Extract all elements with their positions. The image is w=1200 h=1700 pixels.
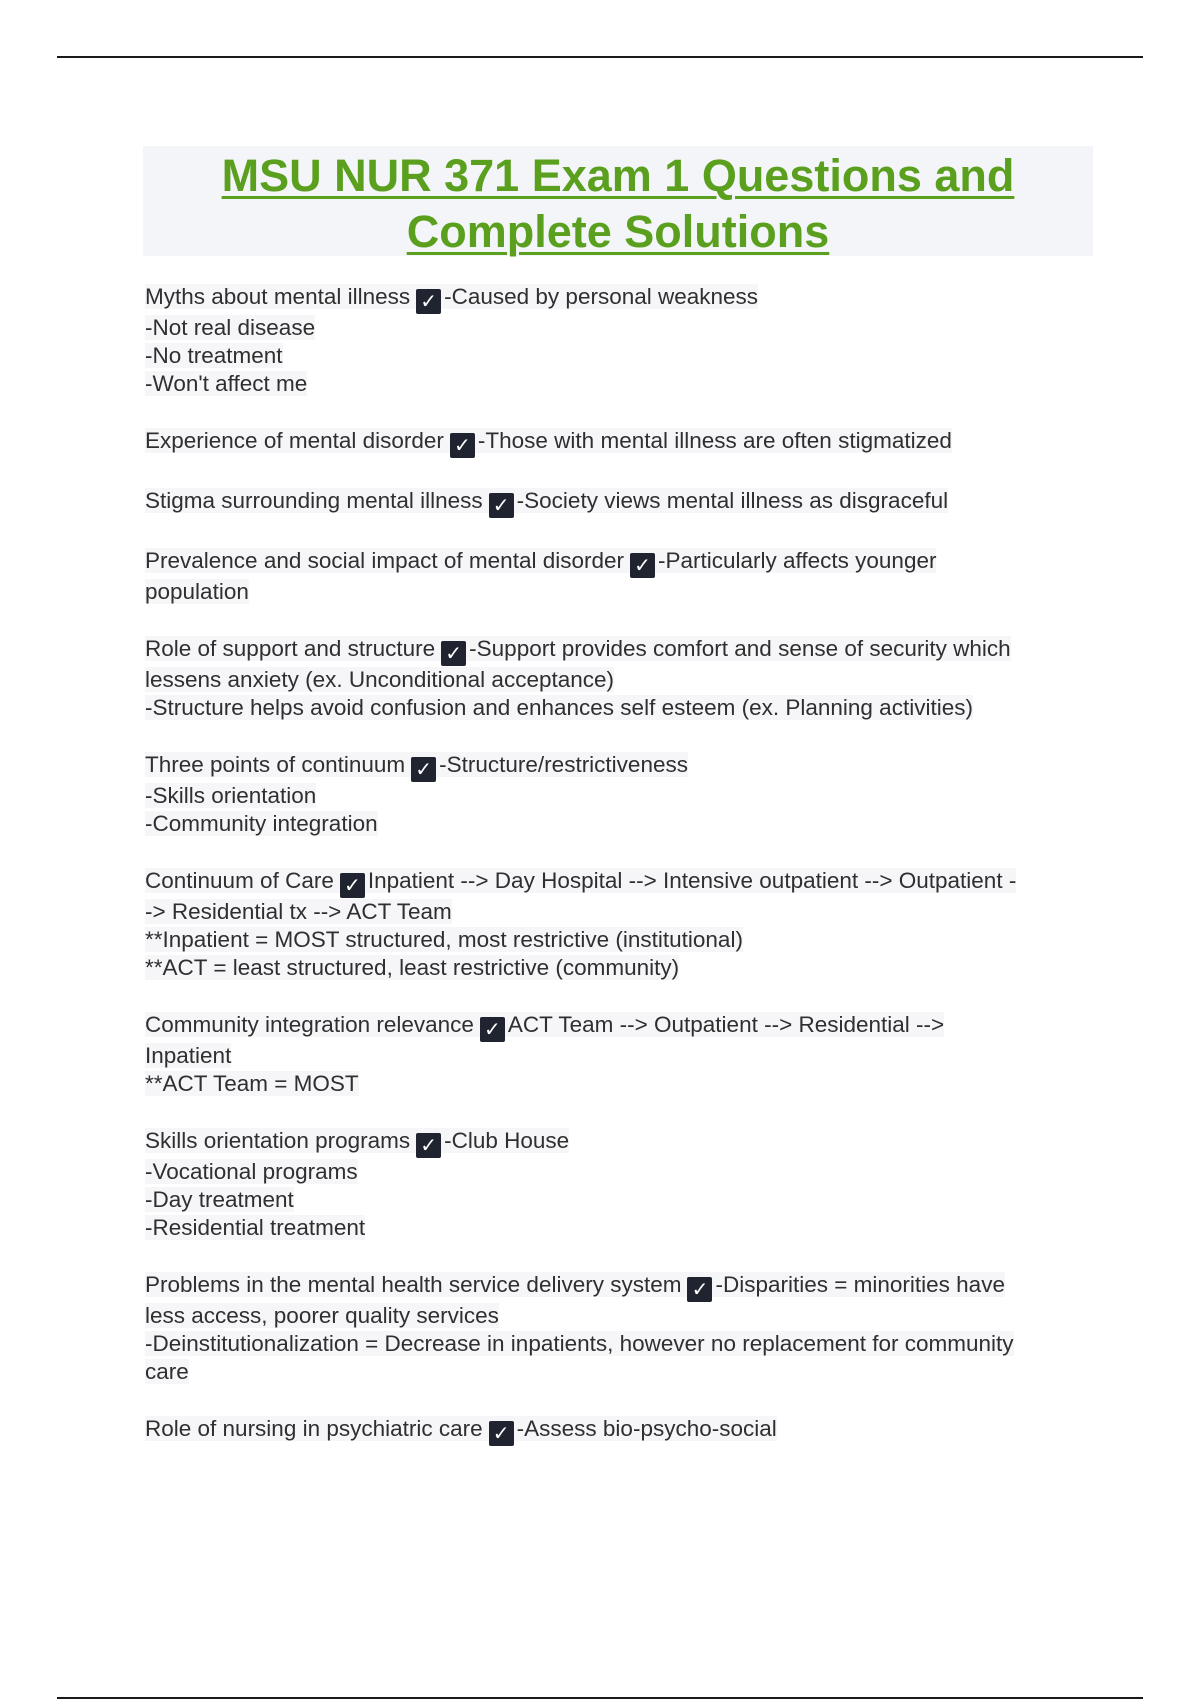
top-rule [57, 56, 1143, 58]
qa-entry [145, 427, 1095, 458]
qa-answer-line: -Vocational programs [145, 1159, 358, 1184]
qa-answer: ACT Team --> Outpatient --> Residential --> [507, 1012, 945, 1037]
qa-answer: -Support provides comfort and sense of security which [469, 636, 1011, 661]
qa-term: Problems in the mental health service delivery system [145, 1272, 682, 1297]
qa-answer-line: -Skills orientation [145, 783, 317, 808]
qa-answer-line: -Community integration [145, 811, 378, 836]
qa-first-line [145, 284, 759, 313]
qa-answer: -Structure/restrictiveness [439, 752, 688, 777]
qa-entry [145, 635, 1095, 722]
qa-answer-line: care [145, 1359, 189, 1384]
qa-first-line [145, 1272, 1005, 1301]
qa-answer-line: -Won't affect me [145, 371, 308, 396]
check-box-icon: ✓ [340, 873, 365, 898]
qa-answer-line: -Day treatment [145, 1187, 294, 1212]
check-box-icon: ✓ [450, 433, 475, 458]
qa-entry [145, 1271, 1095, 1386]
qa-term: Three points of continuum [145, 752, 406, 777]
qa-list [145, 283, 1095, 1475]
qa-answer: -Caused by personal weakness [444, 284, 759, 309]
qa-entry [145, 1011, 1095, 1098]
qa-entry [145, 1415, 1095, 1446]
qa-entry [145, 283, 1095, 398]
qa-answer-line: -Deinstitutionalization = Decrease in inpatients, however no replacement for community [145, 1331, 1014, 1356]
qa-answer: -Society views mental illness as disgraceful [516, 488, 949, 513]
check-box-icon: ✓ [480, 1017, 505, 1042]
qa-answer-line: -> Residential tx --> ACT Team [145, 899, 452, 924]
qa-answer-line: -Residential treatment [145, 1215, 366, 1240]
qa-term: Prevalence and social impact of mental disorder [145, 548, 624, 573]
qa-first-line [145, 1012, 945, 1041]
qa-answer: -Particularly affects younger [658, 548, 937, 573]
qa-first-line [145, 428, 952, 457]
qa-answer-line: **ACT Team = MOST [145, 1071, 359, 1096]
qa-answer: -Disparities = minorities have [715, 1272, 1005, 1297]
check-box-icon: ✓ [416, 1133, 441, 1158]
qa-answer-line: -Structure helps avoid confusion and enhances self esteem (ex. Planning activities) [145, 695, 973, 720]
qa-entry [145, 867, 1095, 982]
qa-term: Stigma surrounding mental illness [145, 488, 483, 513]
qa-answer: -Club House [444, 1128, 570, 1153]
qa-first-line [145, 1416, 777, 1445]
qa-answer-line: -Not real disease [145, 315, 316, 340]
qa-first-line [145, 636, 1011, 665]
qa-first-line [145, 868, 1017, 897]
qa-entry [145, 1127, 1095, 1242]
check-box-icon: ✓ [416, 289, 441, 314]
qa-entry [145, 751, 1095, 838]
check-box-icon: ✓ [411, 757, 436, 782]
qa-term: Skills orientation programs [145, 1128, 411, 1153]
qa-term: Community integration relevance [145, 1012, 474, 1037]
qa-first-line [145, 488, 949, 517]
bottom-rule [57, 1697, 1143, 1699]
qa-answer: -Assess bio-psycho-social [516, 1416, 777, 1441]
qa-answer-line: Inpatient [145, 1043, 232, 1068]
qa-first-line [145, 548, 937, 577]
qa-answer: -Those with mental illness are often stigmatized [477, 428, 952, 453]
qa-answer-line: lessens anxiety (ex. Unconditional acceptance) [145, 667, 615, 692]
qa-term: Myths about mental illness [145, 284, 411, 309]
document-title: MSU NUR 371 Exam 1 Questions and Complete Solutions [221, 150, 1015, 257]
qa-answer: Inpatient --> Day Hospital --> Intensive outpatient --> Outpatient - [367, 868, 1017, 893]
qa-term: Role of nursing in psychiatric care [145, 1416, 483, 1441]
qa-first-line [145, 752, 688, 781]
qa-answer-line: -No treatment [145, 343, 283, 368]
qa-first-line [145, 1128, 570, 1157]
title-block [143, 146, 1093, 256]
qa-answer-line: population [145, 579, 249, 604]
check-box-icon: ✓ [441, 641, 466, 666]
check-box-icon: ✓ [489, 493, 514, 518]
check-box-icon: ✓ [630, 553, 655, 578]
qa-term: Experience of mental disorder [145, 428, 444, 453]
check-box-icon: ✓ [489, 1421, 514, 1446]
qa-term: Role of support and structure [145, 636, 436, 661]
qa-entry [145, 487, 1095, 518]
qa-term: Continuum of Care [145, 868, 334, 893]
qa-answer-line: **Inpatient = MOST structured, most restrictive (institutional) [145, 927, 743, 952]
qa-answer-line: less access, poorer quality services [145, 1303, 499, 1328]
qa-answer-line: **ACT = least structured, least restrictive (community) [145, 955, 680, 980]
check-box-icon: ✓ [687, 1277, 712, 1302]
qa-entry [145, 547, 1095, 606]
